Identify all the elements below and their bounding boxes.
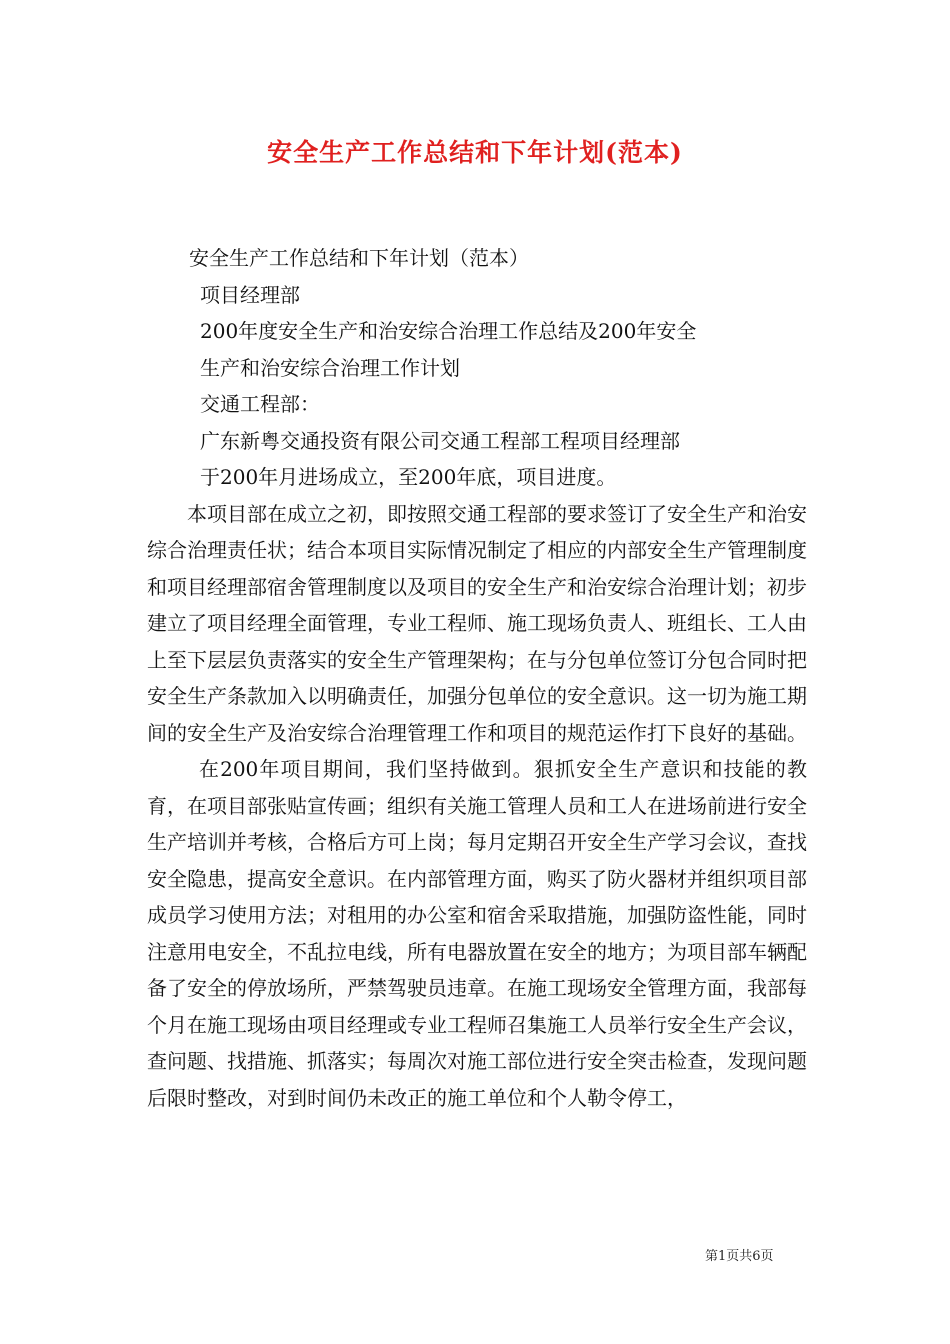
paragraph-1: 本项目部在成立之初，即按照交通工程部的要求签订了安全生产和治安综合治理责任状；结合本项目实际情况制定了相应的内部安全生产管理制度和项目经理部宿舍管理制度以及项目的安全生产和治安综合治理计划；初步建立了项目经理全面管理，专业工程师、施工现场负责人、班组长、工人由上至下层层负责落实的安全生产管理架构；在与分包单位签订分包合同时把安全生产条款加入以明确责任，加强分包单位的安全意识。这一切为施工期间的安全生产及治安综合治理管理工作和项目的规范运作打下良好的基础。 xyxy=(147,501,807,745)
document-title: 安全生产工作总结和下年计划(范本) xyxy=(267,138,683,167)
subtitle-line: 安全生产工作总结和下年计划（范本） xyxy=(189,246,529,270)
page-number: 第1页共6页 xyxy=(705,1249,774,1264)
addressee-line: 交通工程部： xyxy=(200,392,320,416)
document-body xyxy=(147,240,807,1116)
company-line: 广东新粤交通投资有限公司交通工程部工程项目经理部 xyxy=(200,428,680,453)
heading-line-1: 200年度安全生产和治安综合治理工作总结及200年安全 xyxy=(200,319,697,343)
progress-line: 于200年月进场成立，至200年底，项目进度。 xyxy=(200,465,617,489)
heading-line-2: 生产和治安综合治理工作计划 xyxy=(200,355,460,380)
paragraph-2: 在200年项目期间，我们坚持做到。狠抓安全生产意识和技能的教育，在项目部张贴宣传画；组织有关施工管理人员和工人在进场前进行安全生产培训并考核，合格后方可上岗；每月定期召开安全生产学习会议，查找安全隐患，提高安全意识。在内部管理方面，购买了防火器材并组织项目部成员学习使用方法；对租用的办公室和宿舍采取措施，加强防盗性能，同时注意用电安全，不乱拉电线，所有电器放置在安全的地方；为项目部车辆配备了安全的停放场所，严禁驾驶员违章。在施工现场安全管理方面，我部每个月在施工现场由项目经理或专业工程师召集施工人员举行安全生产会议，查问题、找措施、抓落实；每周次对施工部位进行安全突击检查，发现问题后限时整改，对到时间仍未改正的施工单位和个人勒令停工， xyxy=(147,757,807,1110)
department-line: 项目经理部 xyxy=(200,282,300,307)
